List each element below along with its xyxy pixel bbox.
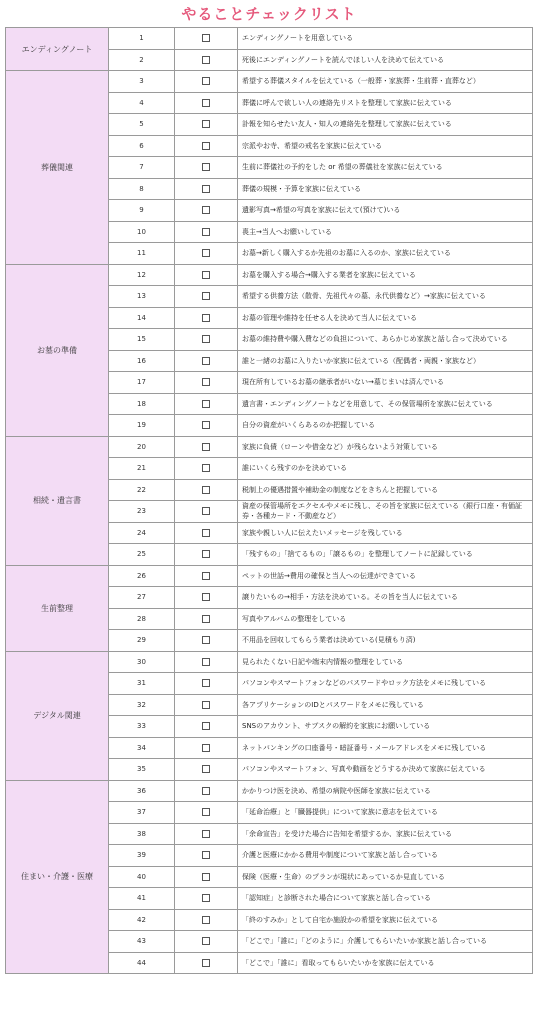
item-text: 遺影写真→希望の写真を家族に伝えて(預けて)いる — [238, 200, 533, 222]
item-number: 32 — [109, 694, 175, 716]
checkbox[interactable] — [202, 120, 210, 128]
checkbox[interactable] — [202, 808, 210, 816]
checkbox-cell — [175, 630, 238, 652]
item-number: 43 — [109, 931, 175, 953]
table-row — [6, 264, 533, 286]
item-number: 37 — [109, 802, 175, 824]
category-label: エンディングノート — [6, 28, 109, 71]
item-number: 3 — [109, 71, 175, 93]
item-text: 「残すもの」「捨てるもの」「譲るもの」を整理してノートに記録している — [238, 544, 533, 566]
checkbox-cell — [175, 114, 238, 136]
item-text: パソコンやスマートフォンなどのパスワードやロック方法をメモに残している — [238, 673, 533, 695]
item-text: お墓→新しく購入するか先祖のお墓に入るのか、家族に伝えている — [238, 243, 533, 265]
item-text: 不用品を回収してもらう業者は決めている(見積もり済) — [238, 630, 533, 652]
checkbox-cell — [175, 802, 238, 824]
category-label: 葬儀関連 — [6, 71, 109, 265]
table-row — [6, 436, 533, 458]
checkbox-cell — [175, 522, 238, 544]
item-number: 42 — [109, 909, 175, 931]
checkbox-cell — [175, 931, 238, 953]
item-text: 家族や親しい人に伝えたいメッセージを残している — [238, 522, 533, 544]
item-number: 2 — [109, 49, 175, 71]
checkbox-cell — [175, 737, 238, 759]
checkbox[interactable] — [202, 400, 210, 408]
checkbox[interactable] — [202, 658, 210, 666]
checkbox[interactable] — [202, 830, 210, 838]
item-text: 誰にいくら残すのかを決めている — [238, 458, 533, 480]
checkbox[interactable] — [202, 851, 210, 859]
item-number: 23 — [109, 501, 175, 523]
item-text: 見られたくない日記や端末内情報の整理をしている — [238, 651, 533, 673]
item-number: 24 — [109, 522, 175, 544]
item-number: 12 — [109, 264, 175, 286]
checkbox-cell — [175, 28, 238, 50]
checkbox-cell — [175, 415, 238, 437]
item-text: 葬儀の規模・予算を家族に伝えている — [238, 178, 533, 200]
checkbox[interactable] — [202, 959, 210, 967]
item-number: 8 — [109, 178, 175, 200]
item-number: 26 — [109, 565, 175, 587]
item-text: 誰と一緒のお墓に入りたいか家族に伝えている（配偶者・両親・家族など） — [238, 350, 533, 372]
item-number: 18 — [109, 393, 175, 415]
item-text: 希望する供養方法（散骨、先祖代々の墓、永代供養など）→家族に伝えている — [238, 286, 533, 308]
checkbox[interactable] — [202, 550, 210, 558]
item-text: エンディングノートを用意している — [238, 28, 533, 50]
checkbox-cell — [175, 157, 238, 179]
item-text: お墓の管理や維持を任せる人を決めて当人に伝えている — [238, 307, 533, 329]
item-number: 9 — [109, 200, 175, 222]
item-text: 訃報を知らせたい友人・知人の連絡先を整理して家族に伝えている — [238, 114, 533, 136]
checkbox-cell — [175, 221, 238, 243]
checkbox[interactable] — [202, 292, 210, 300]
checkbox-cell — [175, 458, 238, 480]
checkbox[interactable] — [202, 271, 210, 279]
category-label: 生前整理 — [6, 565, 109, 651]
checkbox-cell — [175, 200, 238, 222]
checkbox-cell — [175, 178, 238, 200]
checkbox-cell — [175, 759, 238, 781]
checkbox[interactable] — [202, 443, 210, 451]
item-number: 6 — [109, 135, 175, 157]
item-text: 希望する葬儀スタイルを伝えている（一般葬・家族葬・生前葬・直葬など） — [238, 71, 533, 93]
item-text: 税制上の優遇措置や補助金の制度などをきちんと把握している — [238, 479, 533, 501]
item-text: SNSのアカウント、サブスクの解約を家族にお願いしている — [238, 716, 533, 738]
item-number: 11 — [109, 243, 175, 265]
checkbox-cell — [175, 350, 238, 372]
checkbox[interactable] — [202, 378, 210, 386]
item-text: ペットの世話→費用の確保と当人への伝達ができている — [238, 565, 533, 587]
checkbox[interactable] — [202, 163, 210, 171]
item-text: 「どこで」「誰に」「どのように」介護してもらいたいか家族と話し合っている — [238, 931, 533, 953]
item-text: 宗派やお寺、希望の戒名を家族に伝えている — [238, 135, 533, 157]
item-number: 5 — [109, 114, 175, 136]
checkbox[interactable] — [202, 765, 210, 773]
item-number: 15 — [109, 329, 175, 351]
checkbox[interactable] — [202, 357, 210, 365]
item-number: 20 — [109, 436, 175, 458]
item-text: 「余命宣告」を受けた場合に告知を希望するか、家族に伝えている — [238, 823, 533, 845]
item-number: 17 — [109, 372, 175, 394]
checkbox-cell — [175, 243, 238, 265]
item-text: かかりつけ医を決め、希望の病院や医師を家族に伝えている — [238, 780, 533, 802]
checkbox-cell — [175, 135, 238, 157]
item-number: 14 — [109, 307, 175, 329]
checkbox[interactable] — [202, 249, 210, 257]
table-row — [6, 28, 533, 50]
item-number: 25 — [109, 544, 175, 566]
item-number: 10 — [109, 221, 175, 243]
item-text: 「どこで」「誰に」看取ってもらいたいかを家族に伝えている — [238, 952, 533, 974]
checkbox-cell — [175, 372, 238, 394]
checkbox-cell — [175, 393, 238, 415]
checkbox[interactable] — [202, 335, 210, 343]
checkbox[interactable] — [202, 507, 210, 515]
checkbox[interactable] — [202, 34, 210, 42]
item-text: 現在所有しているお墓の継承者がいない→墓じまいは済んでいる — [238, 372, 533, 394]
item-text: 遺言書・エンディングノートなどを用意して、その保管場所を家族に伝えている — [238, 393, 533, 415]
checkbox-cell — [175, 780, 238, 802]
checkbox[interactable] — [202, 636, 210, 644]
checkbox-cell — [175, 436, 238, 458]
item-number: 1 — [109, 28, 175, 50]
checkbox-cell — [175, 501, 238, 523]
item-number: 16 — [109, 350, 175, 372]
checkbox[interactable] — [202, 77, 210, 85]
item-number: 29 — [109, 630, 175, 652]
item-text: 譲りたいもの→相手・方法を決めている。その旨を当人に伝えている — [238, 587, 533, 609]
table-row — [6, 565, 533, 587]
item-number: 35 — [109, 759, 175, 781]
checkbox-cell — [175, 952, 238, 974]
checkbox[interactable] — [202, 744, 210, 752]
checkbox-cell — [175, 845, 238, 867]
item-number: 40 — [109, 866, 175, 888]
checkbox[interactable] — [202, 615, 210, 623]
item-text: 写真やアルバムの整理をしている — [238, 608, 533, 630]
checkbox[interactable] — [202, 593, 210, 601]
checkbox[interactable] — [202, 314, 210, 322]
checkbox-cell — [175, 823, 238, 845]
item-text: 資産の保管場所をエクセルやメモに残し、その旨を家族に伝えている（銀行口座・有価証券・各種カード・不動産など） — [238, 501, 533, 523]
category-label: 相続・遺言書 — [6, 436, 109, 565]
checkbox[interactable] — [202, 873, 210, 881]
item-number: 36 — [109, 780, 175, 802]
checkbox[interactable] — [202, 722, 210, 730]
checkbox-cell — [175, 608, 238, 630]
checkbox[interactable] — [202, 228, 210, 236]
checkbox[interactable] — [202, 421, 210, 429]
item-number: 31 — [109, 673, 175, 695]
category-label: デジタル関連 — [6, 651, 109, 780]
checkbox-cell — [175, 673, 238, 695]
item-text: パソコンやスマートフォン、写真や動画をどうするか決めて家族に伝えている — [238, 759, 533, 781]
item-text: 「終のすみか」として自宅か施設かの希望を家族に伝えている — [238, 909, 533, 931]
category-label: お墓の準備 — [6, 264, 109, 436]
item-number: 33 — [109, 716, 175, 738]
item-number: 27 — [109, 587, 175, 609]
checkbox-cell — [175, 909, 238, 931]
checkbox-cell — [175, 49, 238, 71]
item-number: 28 — [109, 608, 175, 630]
checkbox-cell — [175, 264, 238, 286]
item-text: 各アプリケーションのIDとパスワードをメモに残している — [238, 694, 533, 716]
checkbox-cell — [175, 307, 238, 329]
item-number: 19 — [109, 415, 175, 437]
item-number: 39 — [109, 845, 175, 867]
checkbox[interactable] — [202, 486, 210, 494]
item-text: 葬儀に呼んで欲しい人の連絡先リストを整理して家族に伝えている — [238, 92, 533, 114]
checkbox[interactable] — [202, 679, 210, 687]
checkbox[interactable] — [202, 206, 210, 214]
item-number: 21 — [109, 458, 175, 480]
checkbox[interactable] — [202, 464, 210, 472]
checkbox-cell — [175, 479, 238, 501]
item-number: 22 — [109, 479, 175, 501]
checkbox-cell — [175, 888, 238, 910]
item-text: 保険（医療・生命）のプランが現状にあっているか見直している — [238, 866, 533, 888]
checkbox[interactable] — [202, 99, 210, 107]
checkbox-cell — [175, 651, 238, 673]
checkbox-cell — [175, 866, 238, 888]
item-number: 4 — [109, 92, 175, 114]
checkbox-cell — [175, 329, 238, 351]
checkbox[interactable] — [202, 787, 210, 795]
checkbox[interactable] — [202, 142, 210, 150]
checkbox-cell — [175, 587, 238, 609]
item-text: 死後にエンディングノートを読んでほしい人を決めて伝えている — [238, 49, 533, 71]
item-text: ネットバンキングの口座番号・暗証番号・メールアドレスをメモに残している — [238, 737, 533, 759]
checkbox[interactable] — [202, 529, 210, 537]
item-number: 38 — [109, 823, 175, 845]
checkbox[interactable] — [202, 937, 210, 945]
checkbox[interactable] — [202, 56, 210, 64]
item-number: 34 — [109, 737, 175, 759]
checkbox[interactable] — [202, 572, 210, 580]
table-row — [6, 651, 533, 673]
item-number: 41 — [109, 888, 175, 910]
item-text: 喪主→当人へお願いしている — [238, 221, 533, 243]
item-text: お墓を購入する場合→購入する業者を家族に伝えている — [238, 264, 533, 286]
item-text: 自分の資産がいくらあるのか把握している — [238, 415, 533, 437]
category-label: 住まい・介護・医療 — [6, 780, 109, 974]
item-number: 7 — [109, 157, 175, 179]
checkbox-cell — [175, 694, 238, 716]
item-number: 44 — [109, 952, 175, 974]
checkbox-cell — [175, 565, 238, 587]
checkbox-cell — [175, 716, 238, 738]
item-text: お墓の維持費や購入費などの負担について、あらかじめ家族と話し合って決めている — [238, 329, 533, 351]
item-text: 「延命治療」と「臓器提供」について家族に意志を伝えている — [238, 802, 533, 824]
item-number: 30 — [109, 651, 175, 673]
checkbox[interactable] — [202, 185, 210, 193]
checkbox-cell — [175, 71, 238, 93]
checkbox-cell — [175, 286, 238, 308]
table-row — [6, 71, 533, 93]
checkbox[interactable] — [202, 701, 210, 709]
table-row — [6, 780, 533, 802]
item-text: 生前に葬儀社の予約をした or 希望の葬儀社を家族に伝えている — [238, 157, 533, 179]
checkbox[interactable] — [202, 894, 210, 902]
item-text: 家族に負債（ローンや借金など）が残らないよう対策している — [238, 436, 533, 458]
checklist-body — [6, 28, 533, 974]
checkbox-cell — [175, 544, 238, 566]
page-title: やることチェックリスト — [181, 5, 357, 23]
checkbox[interactable] — [202, 916, 210, 924]
checkbox-cell — [175, 92, 238, 114]
item-text: 「認知症」と診断された場合について家族と話し合っている — [238, 888, 533, 910]
item-text: 介護と医療にかかる費用や制度について家族と話し合っている — [238, 845, 533, 867]
checklist-table — [5, 27, 533, 974]
item-number: 13 — [109, 286, 175, 308]
